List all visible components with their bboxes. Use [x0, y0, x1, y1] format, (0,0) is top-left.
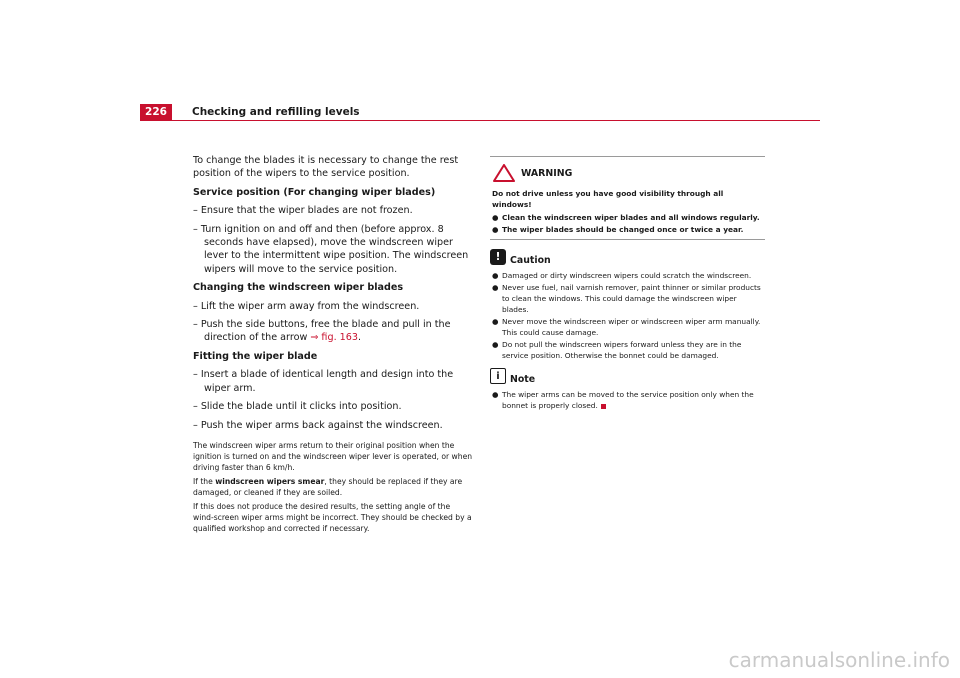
warning-bullet-text: Clean the windscreen wiper blades and all windows regularly.	[502, 213, 760, 222]
figure-link[interactable]: ⇒ fig. 163	[310, 332, 358, 344]
info-prefix: If the	[193, 476, 216, 486]
note-info-icon: i	[490, 368, 506, 384]
bullet-icon: ●	[492, 390, 499, 399]
chapter-title: Checking and refilling levels	[192, 106, 360, 118]
caution-bullet-text: Damaged or dirty windscreen wipers could scratch the windscreen.	[502, 271, 752, 280]
bullet-icon: ●	[492, 213, 499, 222]
service-step: – Turn ignition on and off and then (before approx. 8 seconds have elapsed), move the windscreen wiper lever to the intermittent wipe position. The windscreen wipers will move to the service position.	[193, 223, 469, 275]
caution-header	[490, 248, 765, 266]
changing-step	[193, 318, 473, 345]
caution-bullet-text: Never move the windscreen wiper or windscreen wiper arm manually. This could cause damage.	[502, 317, 761, 337]
caution-bullet	[492, 270, 765, 281]
warning-label: WARNING	[521, 167, 573, 179]
bullet-icon: ●	[492, 225, 499, 234]
caution-bullet	[492, 339, 765, 361]
page-number: 226	[140, 104, 172, 120]
fitting-step: – Insert a blade of identical length and design into the wiper arm.	[193, 369, 454, 394]
warning-box	[490, 156, 765, 240]
caution-bullet-text: Do not pull the windscreen wipers forward unless they are in the service position. Otherwise the bonnet could be damaged.	[502, 340, 742, 360]
note-section	[490, 367, 765, 411]
caution-exclamation-icon: !	[490, 249, 506, 265]
service-step: – Ensure that the wiper blades are not frozen.	[193, 205, 413, 217]
main-column	[193, 154, 473, 537]
info-text-block	[193, 440, 473, 534]
bullet-icon: ●	[492, 340, 499, 349]
end-of-section-marker-icon	[601, 404, 606, 409]
watermark: carmanualsonline.info	[728, 648, 950, 672]
caution-label: Caution	[510, 254, 551, 266]
warning-triangle-icon	[493, 164, 515, 182]
caution-bullet-text: Never use fuel, nail varnish remover, paint thinner or similar products to clean the windows. This could damage the windscreen wiper blades.	[502, 283, 761, 314]
bullet-icon: ●	[492, 271, 499, 280]
fitting-blade-heading: Fitting the wiper blade	[193, 350, 318, 362]
info-paragraph: If this does not produce the desired results, the setting angle of the wind-screen wiper arms might be incorrect. They should be checked by a qualified workshop and corrected if necessary.	[193, 501, 472, 533]
service-position-heading: Service position (For changing wiper blades)	[193, 186, 436, 198]
side-column	[490, 156, 765, 412]
page-header	[140, 104, 820, 120]
note-bullet-content	[502, 389, 765, 411]
info-paragraph	[193, 476, 473, 498]
info-paragraph: The windscreen wiper arms return to their original position when the ignition is turned on and the windscreen wiper lever is operated, or when driving faster than 6 km/h.	[193, 440, 473, 472]
changing-step-end: .	[357, 332, 362, 344]
changing-step: – Lift the wiper arm away from the windscreen.	[193, 300, 420, 312]
note-bullet	[492, 389, 765, 411]
intro-text: To change the blades it is necessary to change the rest position of the wipers to the service position.	[193, 155, 459, 180]
bullet-icon: ●	[492, 317, 499, 326]
note-header	[490, 367, 765, 385]
warning-bullet	[492, 224, 765, 235]
caution-bullet	[492, 282, 765, 315]
note-bullet-text: The wiper arms can be moved to the service position only when the bonnet is properly closed.	[502, 390, 754, 410]
caution-bullet	[492, 316, 765, 338]
warning-intro: Do not drive unless you have good visibility through all windows!	[492, 189, 724, 209]
info-rest: , they should be replaced if they are damaged, or cleaned if they are soiled.	[193, 476, 463, 497]
fitting-step: – Slide the blade until it clicks into position.	[193, 401, 402, 413]
header-divider	[140, 120, 820, 121]
changing-step-text: – Push the side buttons, free the blade and pull in the direction of the arrow	[193, 319, 451, 344]
note-label: Note	[510, 373, 536, 385]
warning-bullet-text: The wiper blades should be changed once or twice a year.	[502, 225, 744, 234]
warning-header	[493, 160, 765, 186]
caution-section	[490, 248, 765, 361]
fitting-step: – Push the wiper arms back against the windscreen.	[193, 419, 443, 431]
warning-bullet	[492, 212, 765, 223]
bullet-icon: ●	[492, 283, 499, 292]
info-bold-term: windscreen wipers smear	[215, 476, 325, 486]
changing-blades-heading: Changing the windscreen wiper blades	[193, 282, 404, 294]
